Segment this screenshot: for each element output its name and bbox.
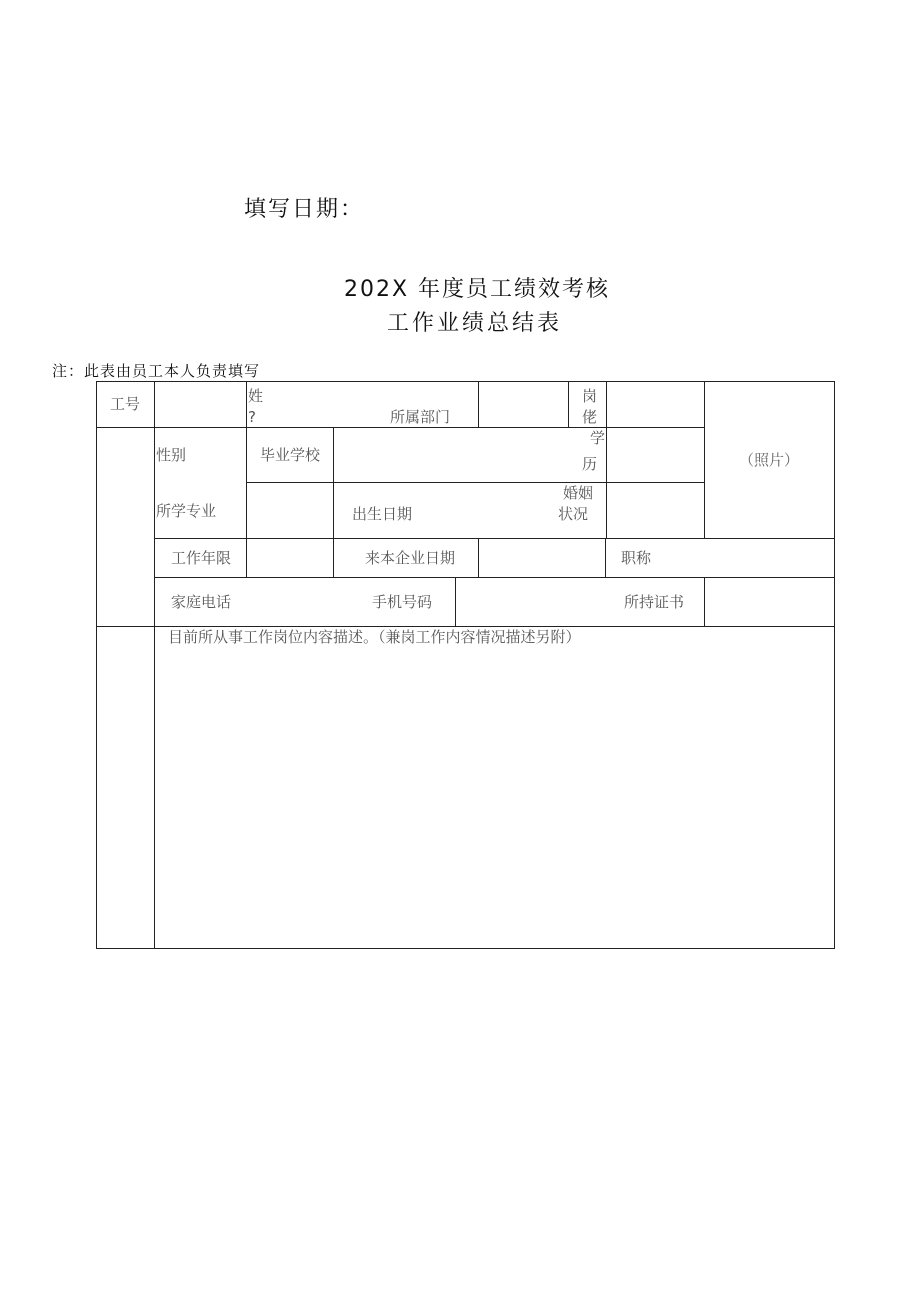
form-title-line2: 工作业绩总结表 [387, 311, 563, 336]
table-rule [478, 538, 479, 577]
table-rule [704, 381, 705, 538]
table-rule [605, 538, 606, 577]
label-job-title: 职称 [621, 549, 652, 567]
form-note: 注：此表由员工本人负责填写 [52, 362, 261, 380]
table-rule [96, 427, 705, 428]
form-title-line1: 202X 年度员工绩效考核 [344, 277, 611, 302]
label-name-char: 姓 [248, 387, 264, 405]
table-border-left [96, 381, 97, 949]
label-department: 所属部门 [390, 408, 451, 426]
label-home-phone: 家庭电话 [171, 593, 232, 611]
table-rule [704, 577, 705, 626]
label-major: 所学专业 [156, 502, 217, 520]
label-employee-id: 工号 [110, 395, 141, 413]
label-certificates: 所持证书 [624, 593, 685, 611]
table-rule [333, 427, 334, 577]
table-rule [246, 381, 247, 577]
label-education-1: 学 [590, 429, 606, 447]
table-rule [154, 538, 835, 539]
label-marital-1: 婚姻 [563, 484, 594, 502]
label-join-date: 来本企业日期 [365, 549, 456, 567]
table-border-right [834, 381, 835, 949]
photo-placeholder: （照片） [739, 451, 800, 469]
label-gender: 性别 [156, 446, 187, 464]
label-position-1: 岗 [582, 387, 598, 405]
label-graduate-school: 毕业学校 [260, 446, 321, 464]
table-rule [246, 482, 705, 483]
label-position-2: 佬 [582, 408, 598, 426]
table-rule [154, 381, 155, 949]
table-rule [154, 577, 835, 578]
table-rule [606, 381, 607, 538]
label-marital-2: 状况 [558, 505, 589, 523]
label-name-mark: ? [248, 408, 256, 426]
label-job-description: 目前所从事工作岗位内容描述。（兼岗工作内容情况描述另附） [168, 628, 581, 646]
table-rule [568, 381, 569, 427]
table-border-bottom [96, 948, 835, 949]
table-rule [96, 626, 835, 627]
table-border-top [96, 381, 835, 382]
label-education-2: 历 [582, 455, 598, 473]
label-mobile: 手机号码 [372, 593, 433, 611]
table-rule [478, 381, 479, 427]
fill-date-label: 填写日期： [244, 197, 365, 222]
table-rule [455, 577, 456, 626]
label-work-years: 工作年限 [171, 549, 232, 567]
label-birth-date: 出生日期 [352, 505, 413, 523]
